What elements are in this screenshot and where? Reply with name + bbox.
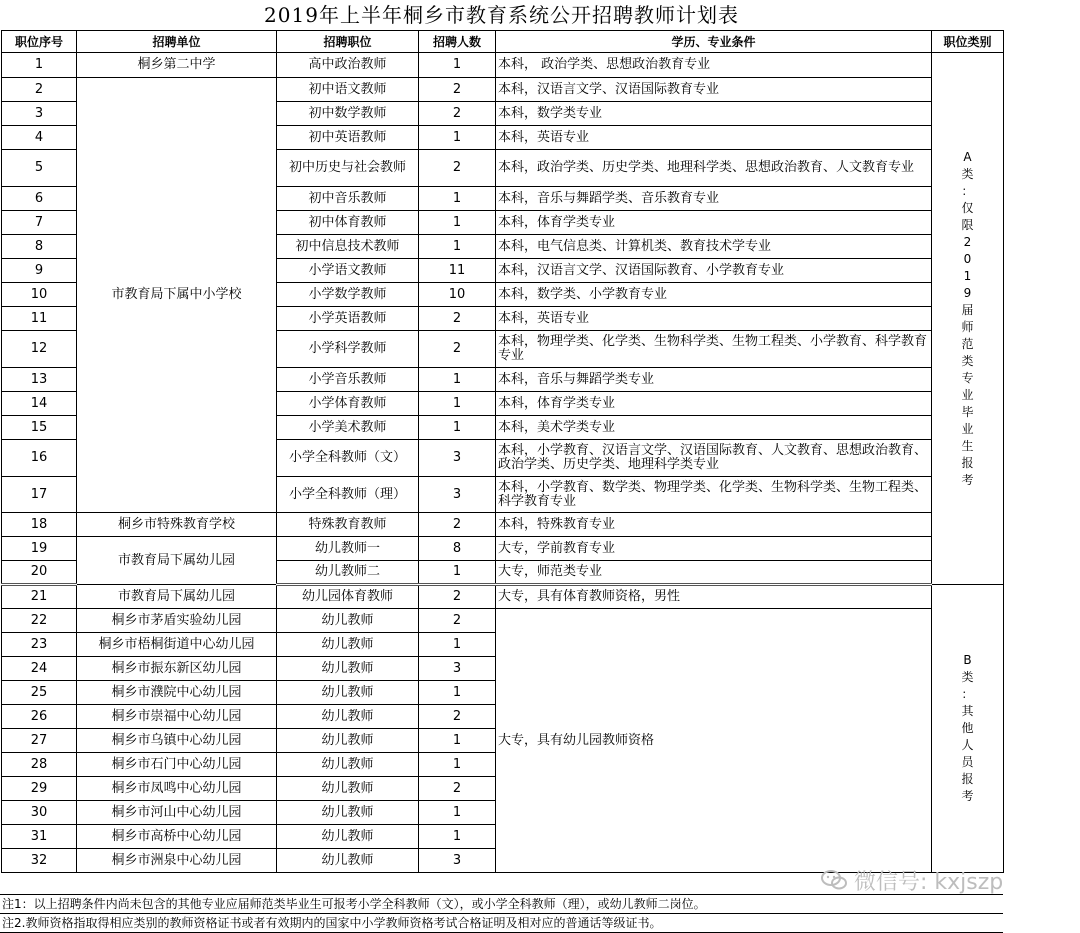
count-cell: 3 [419,849,496,873]
row-no: 6 [2,187,77,211]
header-conditions: 学历、专业条件 [496,31,932,53]
condition-cell: 本科， 政治学类、思想政治教育专业 [496,53,932,78]
position-cell: 幼儿教师 [277,681,419,705]
header-position: 招聘职位 [277,31,419,53]
header-count: 招聘人数 [419,31,496,53]
row-no: 19 [2,537,77,561]
unit-cell: 桐乡市高桥中心幼儿园 [77,825,277,849]
count-cell: 2 [419,331,496,368]
count-cell: 1 [419,633,496,657]
watermark-text: 微信号: kxjszp [854,869,1004,895]
position-cell: 幼儿教师一 [277,537,419,561]
unit-cell: 桐乡市崇福中心幼儿园 [77,705,277,729]
condition-cell: 本科，体育学类专业 [496,392,932,416]
unit-cell: 桐乡市凤鸣中心幼儿园 [77,777,277,801]
count-cell: 3 [419,440,496,477]
count-cell: 11 [419,259,496,283]
count-cell: 2 [419,513,496,537]
count-cell: 3 [419,657,496,681]
condition-cell: 本科，汉语言文学、汉语国际教育专业 [496,78,932,102]
row-no: 14 [2,392,77,416]
row-no: 22 [2,609,77,633]
category-a-cell [932,53,1004,585]
shared-condition-cell: 大专，具有幼儿园教师资格 [496,609,932,873]
row-no: 28 [2,753,77,777]
count-cell: 2 [419,705,496,729]
unit-cell: 桐乡市河山中心幼儿园 [77,801,277,825]
count-cell: 2 [419,585,496,609]
note-2: 注2.教师资格指取得相应类别的教师资格证书或者有效期内的国家中小学教师资格考试合格证明及相对应的普通话等级证书。 [0,913,1003,933]
count-cell: 1 [419,53,496,78]
position-cell: 小学全科教师（理） [277,477,419,513]
row-no: 3 [2,102,77,126]
position-cell: 幼儿教师 [277,657,419,681]
table-row [2,537,1004,561]
recruitment-table [1,30,1004,873]
count-cell: 2 [419,777,496,801]
unit-cell: 市教育局下属幼儿园 [77,537,277,585]
count-cell: 1 [419,825,496,849]
position-cell: 小学美术教师 [277,416,419,440]
row-no: 11 [2,307,77,331]
position-cell: 幼儿教师 [277,753,419,777]
count-cell: 1 [419,681,496,705]
header-category: 职位类别 [932,31,1004,53]
position-cell: 初中信息技术教师 [277,235,419,259]
position-cell: 幼儿教师 [277,633,419,657]
condition-cell: 本科，政治学类、历史学类、地理科学类、思想政治教育、人文教育专业 [496,150,932,187]
count-cell: 1 [419,753,496,777]
table-row [2,78,1004,102]
condition-cell: 本科，小学教育、汉语言文学、汉语国际教育、人文教育、思想政治教育、政治学类、历史学类、地理科学类专业 [496,440,932,477]
row-no: 12 [2,331,77,368]
row-no: 4 [2,126,77,150]
category-b-cell [932,585,1004,873]
count-cell: 2 [419,307,496,331]
unit-cell: 桐乡市洲泉中心幼儿园 [77,849,277,873]
page-title: 2019年上半年桐乡市教育系统公开招聘教师计划表 [264,3,739,27]
position-cell: 幼儿教师 [277,705,419,729]
row-no: 30 [2,801,77,825]
category-b-text: B类：其他人员报考 [961,653,974,803]
count-cell: 1 [419,187,496,211]
position-cell: 幼儿教师二 [277,561,419,585]
notes-section [0,894,1003,933]
row-no: 25 [2,681,77,705]
condition-cell: 本科，音乐与舞蹈学类、音乐教育专业 [496,187,932,211]
table-row [2,609,1004,633]
position-cell: 初中数学教师 [277,102,419,126]
row-no: 31 [2,825,77,849]
count-cell: 1 [419,368,496,392]
unit-cell: 市教育局下属中小学校 [77,78,277,513]
position-cell: 初中语文教师 [277,78,419,102]
row-no: 7 [2,211,77,235]
position-cell: 小学语文教师 [277,259,419,283]
condition-cell: 本科，小学教育、数学类、物理学类、化学类、生物科学类、生物工程类、科学教育专业 [496,477,932,513]
row-no: 1 [2,53,77,78]
unit-cell: 桐乡第二中学 [77,53,277,78]
position-cell: 小学音乐教师 [277,368,419,392]
count-cell: 8 [419,537,496,561]
unit-cell: 桐乡市振东新区幼儿园 [77,657,277,681]
row-no: 27 [2,729,77,753]
unit-cell: 市教育局下属幼儿园 [77,585,277,609]
wechat-watermark [820,866,1003,894]
unit-cell: 桐乡市石门中心幼儿园 [77,753,277,777]
header-no: 职位序号 [2,31,77,53]
position-cell: 幼儿教师 [277,777,419,801]
unit-cell: 桐乡市特殊教育学校 [77,513,277,537]
position-cell: 幼儿教师 [277,609,419,633]
position-cell: 高中政治教师 [277,53,419,78]
condition-cell: 本科，特殊教育专业 [496,513,932,537]
row-no: 2 [2,78,77,102]
condition-cell: 本科，英语专业 [496,307,932,331]
condition-cell: 本科，数学类、小学教育专业 [496,283,932,307]
table-row [2,513,1004,537]
condition-cell: 本科，英语专业 [496,126,932,150]
row-no: 29 [2,777,77,801]
count-cell: 1 [419,416,496,440]
row-no: 24 [2,657,77,681]
position-cell: 小学体育教师 [277,392,419,416]
unit-cell: 桐乡市茅盾实验幼儿园 [77,609,277,633]
count-cell: 2 [419,102,496,126]
row-no: 23 [2,633,77,657]
position-cell: 幼儿教师 [277,801,419,825]
position-cell: 小学全科教师（文） [277,440,419,477]
count-cell: 1 [419,801,496,825]
unit-cell: 桐乡市梧桐街道中心幼儿园 [77,633,277,657]
position-cell: 小学科学教师 [277,331,419,368]
row-no: 17 [2,477,77,513]
unit-cell: 桐乡市乌镇中心幼儿园 [77,729,277,753]
row-no: 8 [2,235,77,259]
row-no: 26 [2,705,77,729]
count-cell: 1 [419,392,496,416]
count-cell: 1 [419,211,496,235]
row-no: 13 [2,368,77,392]
row-no: 20 [2,561,77,585]
header-unit: 招聘单位 [77,31,277,53]
position-cell: 初中体育教师 [277,211,419,235]
position-cell: 幼儿教师 [277,825,419,849]
count-cell: 2 [419,609,496,633]
position-cell: 幼儿教师 [277,849,419,873]
row-no: 18 [2,513,77,537]
condition-cell: 本科，音乐与舞蹈学类专业 [496,368,932,392]
table-row [2,53,1004,78]
unit-cell: 桐乡市濮院中心幼儿园 [77,681,277,705]
category-a-text: A类：仅限2019届师范类专业毕业生报考 [961,149,974,487]
note-1: 注1：以上招聘条件内尚未包含的其他专业应届师范类毕业生可报考小学全科教师（文），或小学全科教师（理），或幼儿教师二岗位。 [0,894,1003,913]
row-no: 32 [2,849,77,873]
count-cell: 1 [419,235,496,259]
condition-cell: 本科，电气信息类、计算机类、教育技术学专业 [496,235,932,259]
count-cell: 10 [419,283,496,307]
position-cell: 初中英语教师 [277,126,419,150]
row-no: 21 [2,585,77,609]
condition-cell: 大专，学前教育专业 [496,537,932,561]
table-row [2,585,1004,609]
position-cell: 小学英语教师 [277,307,419,331]
count-cell: 1 [419,729,496,753]
count-cell: 1 [419,561,496,585]
position-cell: 小学数学教师 [277,283,419,307]
row-no: 15 [2,416,77,440]
wechat-icon [820,869,848,891]
count-cell: 2 [419,150,496,187]
row-no: 9 [2,259,77,283]
position-cell: 幼儿园体育教师 [277,585,419,609]
count-cell: 3 [419,477,496,513]
row-no: 10 [2,283,77,307]
table-header-row [2,31,1004,53]
position-cell: 初中音乐教师 [277,187,419,211]
condition-cell: 本科，数学类专业 [496,102,932,126]
row-no: 16 [2,440,77,477]
row-no: 5 [2,150,77,187]
position-cell: 特殊教育教师 [277,513,419,537]
condition-cell: 大专，师范类专业 [496,561,932,585]
condition-cell: 大专，具有体育教师资格，男性 [496,585,932,609]
count-cell: 1 [419,126,496,150]
condition-cell: 本科，物理学类、化学类、生物科学类、生物工程类、小学教育、科学教育专业 [496,331,932,368]
condition-cell: 本科，体育学类专业 [496,211,932,235]
count-cell: 2 [419,78,496,102]
condition-cell: 本科，汉语言文学、汉语国际教育、小学教育专业 [496,259,932,283]
position-cell: 幼儿教师 [277,729,419,753]
position-cell: 初中历史与社会教师 [277,150,419,187]
condition-cell: 本科，美术学类专业 [496,416,932,440]
